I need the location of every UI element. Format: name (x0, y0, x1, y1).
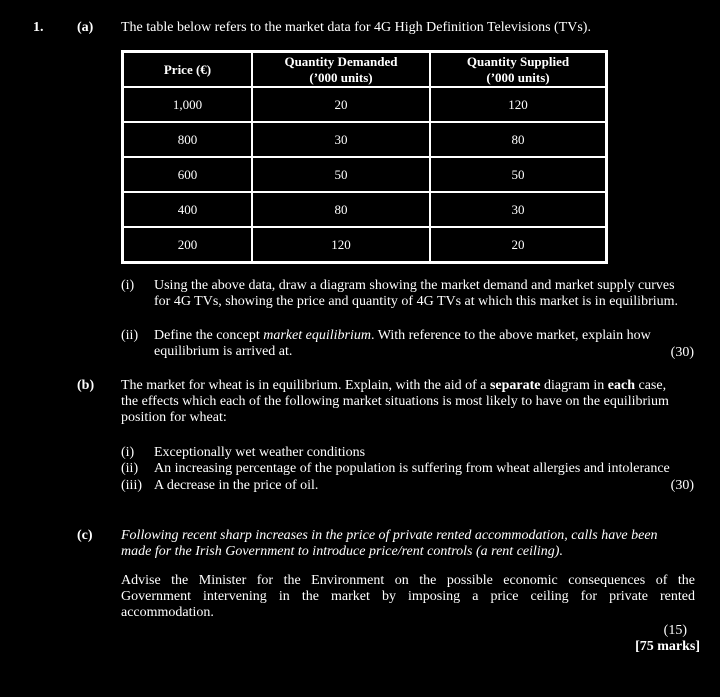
part-b-item-label: (i) (121, 445, 135, 460)
cell-demanded: 30 (252, 122, 430, 157)
sub-i-line1: Using the above data, draw a diagram showing the market demand and market supply curves (154, 278, 675, 293)
part-c-advise-line3: accommodation. (121, 605, 214, 620)
part-b-line3: position for wheat: (121, 410, 227, 425)
part-b-line1 (121, 378, 701, 394)
cell-price: 200 (123, 227, 252, 262)
table-row (123, 157, 606, 192)
cell-supplied: 80 (430, 122, 606, 157)
cell-demanded: 120 (252, 227, 430, 262)
sub-ii-italic: market equilibrium (263, 328, 371, 343)
total-marks: [75 marks] (635, 639, 700, 654)
sub-ii-pre: Define the concept (154, 328, 264, 343)
sub-i-line2: for 4G TVs, showing the price and quantity of 4G TVs at which this market is in equilibrium. (154, 294, 679, 309)
part-b-marks: (30) (670, 478, 694, 493)
table-row (123, 87, 606, 122)
question-number: 1. (33, 20, 44, 35)
part-a-label: (a) (77, 20, 94, 35)
header-qs-line1: Quantity Supplied (466, 53, 570, 69)
cell-demanded: 50 (252, 157, 430, 192)
part-a-sub-i-label: (i) (121, 278, 135, 293)
cell-price: 600 (123, 157, 252, 192)
table-header-row (123, 52, 606, 87)
part-b-text (121, 378, 701, 426)
part-c-advise-line1: Advise the Minister for the Environment on the possible economic consequences of the (121, 573, 695, 588)
part-c-label: (c) (77, 528, 93, 543)
part-c-marks: (15) (663, 623, 687, 638)
part-b-line1-mid: diagram in (540, 378, 608, 393)
part-b-item-text: Exceptionally wet weather conditions (154, 445, 366, 460)
part-c-italic-text (121, 528, 701, 560)
part-b-label: (b) (77, 378, 95, 393)
table-row (123, 192, 606, 227)
cell-demanded: 80 (252, 192, 430, 227)
cell-price: 400 (123, 192, 252, 227)
part-b-item-text: A decrease in the price of oil. (154, 478, 319, 493)
part-a-sub-i-text (154, 278, 714, 310)
part-b-item-label: (iii) (121, 478, 142, 493)
header-qd-line1: Quantity Demanded (284, 53, 398, 69)
sub-ii-post: . With reference to the above market, explain how (370, 328, 651, 343)
part-b-item-text: An increasing percentage of the population is suffering from wheat allergies and intolerance (154, 461, 670, 476)
part-b-line1-post: case, (635, 378, 667, 393)
cell-supplied: 30 (430, 192, 606, 227)
part-b-line1-pre: The market for wheat is in equilibrium. Explain, with the aid of a (121, 378, 490, 393)
part-a-marks: (30) (670, 345, 694, 360)
market-data-table (121, 50, 608, 264)
cell-demanded: 20 (252, 87, 430, 122)
table-row (123, 227, 606, 262)
cell-supplied: 50 (430, 157, 606, 192)
header-price (123, 52, 252, 87)
header-qd-line2: (’000 units) (309, 69, 373, 85)
header-price-text: Price (€) (163, 61, 212, 77)
header-quantity-demanded (252, 52, 430, 87)
sub-ii-line2: equilibrium is arrived at. (154, 344, 293, 359)
part-b-bold-each: each (607, 378, 635, 393)
part-c-advise-text (121, 573, 695, 621)
cell-price: 1,000 (123, 87, 252, 122)
part-c-italic-line2: made for the Irish Government to introduce price/rent controls (a rent ceiling). (121, 544, 563, 559)
cell-supplied: 20 (430, 227, 606, 262)
table-row (123, 122, 606, 157)
cell-supplied: 120 (430, 87, 606, 122)
part-a-sub-ii-label: (ii) (121, 328, 139, 343)
part-b-bold-separate: separate (489, 378, 541, 393)
part-c-advise-line2: Government intervening in the market by imposing a price ceiling for private rented (121, 589, 695, 604)
part-b-line2: the effects which each of the following market situations is most likely to have on the equilibrium (121, 394, 669, 409)
part-a-intro: The table below refers to the market data for 4G High Definition Televisions (TVs). (121, 20, 591, 35)
header-qs-line2: (’000 units) (486, 69, 550, 85)
header-quantity-supplied (430, 52, 606, 87)
part-b-item-label: (ii) (121, 461, 139, 476)
cell-price: 800 (123, 122, 252, 157)
part-a-sub-ii-text (154, 328, 694, 360)
sub-ii-line1 (154, 328, 694, 344)
part-c-italic-line1: Following recent sharp increases in the price of private rented accommodation, calls have been (121, 528, 658, 543)
